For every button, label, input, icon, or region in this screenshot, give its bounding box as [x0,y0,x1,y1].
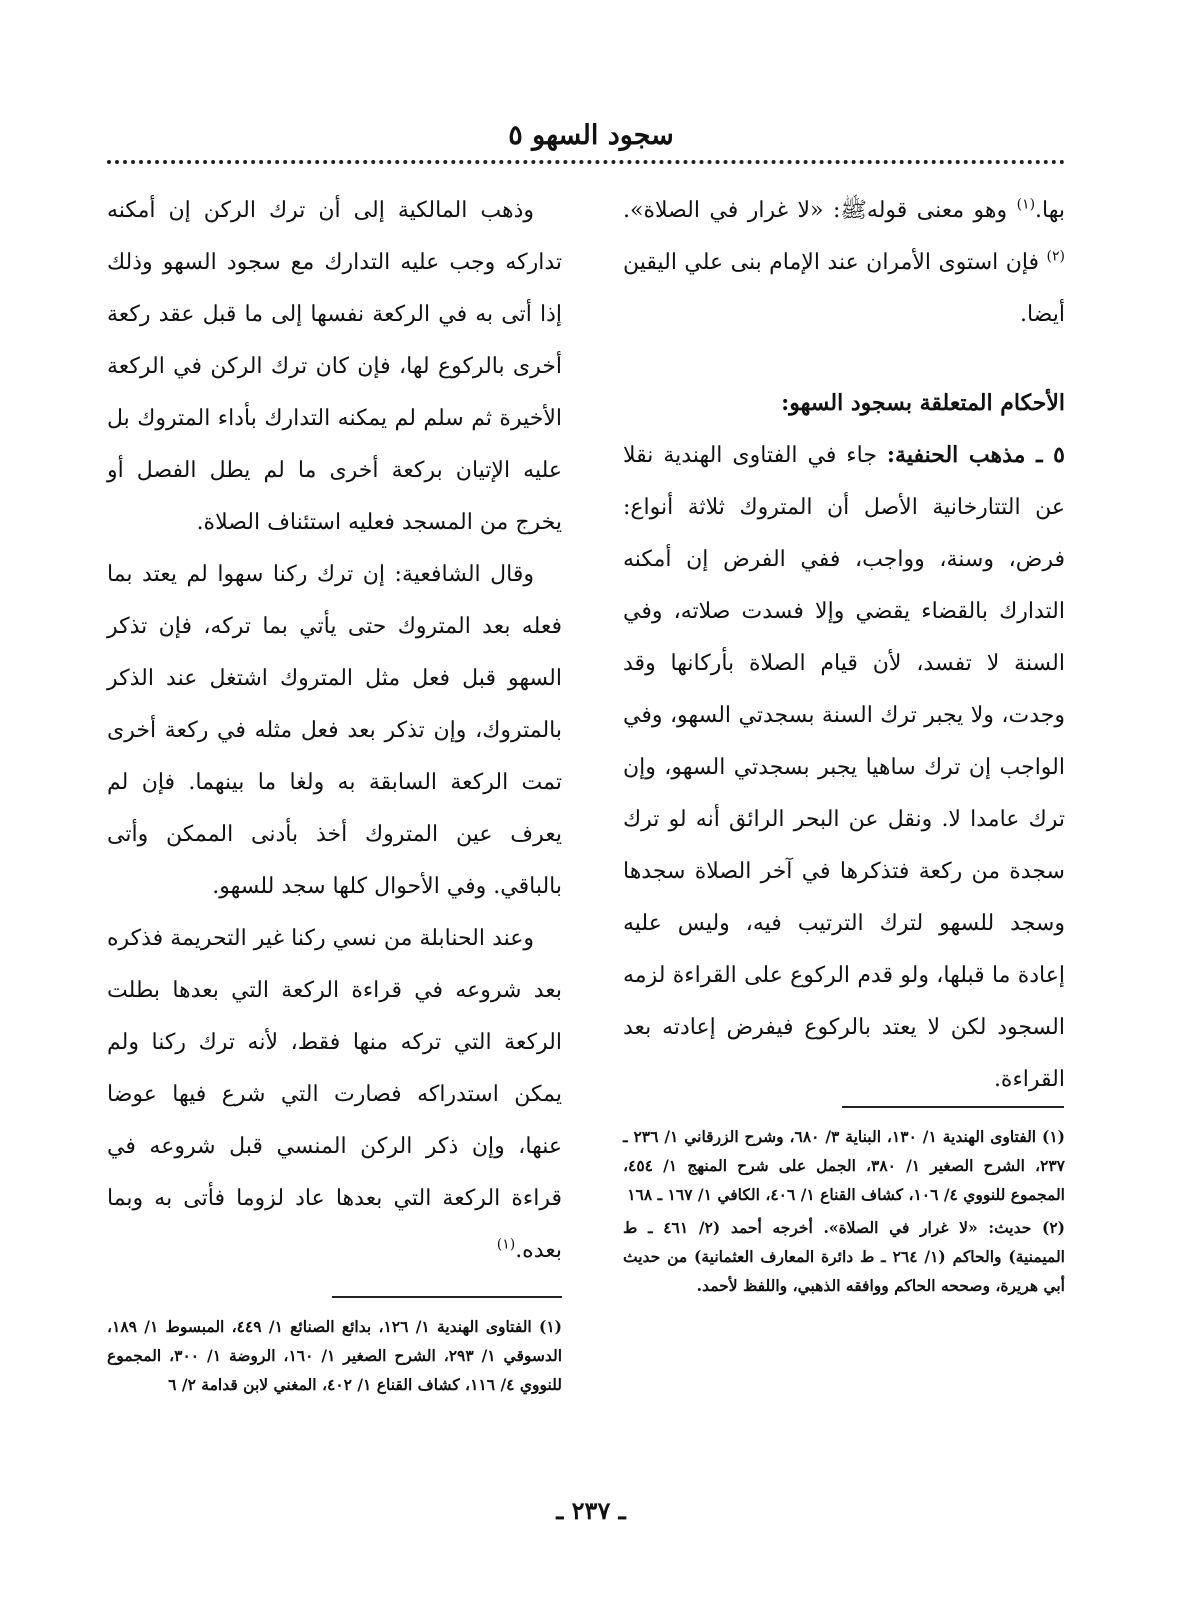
footnote-marker-left-1: (١) [496,1236,516,1253]
left-column [107,185,562,1277]
header-dotted-divider [107,160,1065,164]
footnote-marker-2: (٢) [1046,248,1065,265]
page-number: ـ ٢٣٧ ـ [556,1496,626,1525]
footnote-right-2: (٢) حديث: «لا غرار في الصلاة». أخرجه أحمد (٢/ ٤٦١ ـ ط الميمنية) والحاكم (١/ ٢٦٤ ـ ط دائرة المعارف العثمانية) من حديث أبي هريرة، وصححه الحاكم ووافقه الذهبي، واللفظ لأحمد. [623,1218,1065,1295]
right-para1-middle: وهو معنى قولهﷺ: «لا غرار في الصلاة». [623,198,1017,223]
shafii-paragraph: وقال الشافعية: إن ترك ركنا سهوا لم يعتد بما فعله بعد المتروك حتى يأتي بما تركه، فإن تذكر السهو قبل فعل مثل المتروك اشتغل عند الذكر بالمتروك، وإن تذكر بعد فعل مثله في ركعة أخرى تمت الركعة السابقة به ولغا ما بينهما. فإن لم يعرف عين المتروك أخذ بأدنى الممكن وأتى بالباقي. وفي الأحوال كلها سجد للسهو. [107,562,562,899]
footnotes-left [107,1312,562,1403]
hanafi-lead: ٥ ـ مذهب الحنفية: [886,442,1065,468]
right-column [623,185,1065,1106]
hanbali-paragraph [107,913,562,1277]
right-para1-start: بها. [1035,198,1065,223]
right-paragraph-2 [623,429,1065,1106]
footnote-marker-1: (١) [1016,196,1036,213]
right-paragraph-1 [623,185,1065,341]
section-heading: الأحكام المتعلقة بسجود السهو: [781,390,1065,416]
footnotes-right [623,1122,1065,1304]
maliki-paragraph: وذهب المالكية إلى أن ترك الركن إن أمكنه تداركه وجب عليه التدارك مع سجود السهو وذلك إذا أتى به في الركعة نفسها إلى ما قبل عقد ركعة أخرى بالركوع لها، فإن كان ترك الركن في الركعة الأخيرة ثم سلم لم يمكنه التدارك بأداء المتروك بل عليه الإتيان بركعة أخرى ما لم يطل الفصل أو يخرج من المسجد فعليه استئناف الصلاة. [107,198,562,535]
footnote-right-1: (١) الفتاوى الهندية ١/ ١٣٠، البناية ٣/ ٦٨٠، وشرح الزرقاني ١/ ٢٣٦ ـ ٢٣٧، الشرح الصغير ١/ ٣٨٠، الجمل على شرح المنهج ١/ ٤٥٤، المجموع للنووي ٤/ ١٠٦، كشاف القناع ١/ ٤٠٦، الكافي ١/ ١٦٧ ـ ١٦٨ [623,1127,1066,1204]
hanbali-text: وعند الحنابلة من نسي ركنا غير التحريمة فذكره بعد شروعه في قراءة الركعة التي بعدها بطلت الركعة التي تركه منها فقط، لأنه ترك ركنا ولم يمكن استدراكه فصارت التي شرع فيها عوضا عنها، وإن ذكر الركن المنسي قبل شروعه في قراءة الركعة التي بعدها عاد لزوما فأتى به وبما بعده. [107,926,562,1263]
footnote-rule-left [332,1296,562,1298]
footnote-rule-right [842,1106,1064,1108]
running-title: سجود السهو ٥ [508,120,674,151]
right-para1-end: فإن استوى الأمران عند الإمام بنى علي اليقين أيضا. [623,250,1065,327]
hanafi-body: جاء في الفتاوى الهندية نقلا عن التتارخانية الأصل أن المتروك ثلاثة أنواع: فرض، وسنة، وواجب، ففي الفرض إن أمكنه التدارك بالقضاء يقضي وإلا فسدت صلاته، وفي السنة لا تفسد، لأن قيام الصلاة بأركانها وقد وجدت، ولا يجبر ترك السنة بسجدتي السهو، وفي الواجب إن ترك ساهيا يجبر بسجدتي السهو، وإن ترك عامدا لا. ونقل عن البحر الرائق أنه لو ترك سجدة من ركعة فتذكرها في آخر الصلاة سجدها وسجد للسهو لترك الترتيب فيه، وليس عليه إعادة ما قبلها، ولو قدم الركوع على القراءة لزمه السجود لكن لا يعتد بالركوع فيفرض إعادته بعد القراءة. [623,443,1065,1092]
footnote-left-1: (١) الفتاوى الهندية ١/ ١٢٦، بدائع الصنائع ١/ ٤٤٩، المبسوط ١/ ١٨٩، الدسوقي ١/ ٢٩٣، الشرح الصغير ١/ ١٦٠، الروضة ١/ ٣٠٠، المجموع للنووي ٤/ ١١٦، كشاف القناع ١/ ٤٠٢، المغني لابن قدامة ٢/ ٦ [107,1317,563,1394]
